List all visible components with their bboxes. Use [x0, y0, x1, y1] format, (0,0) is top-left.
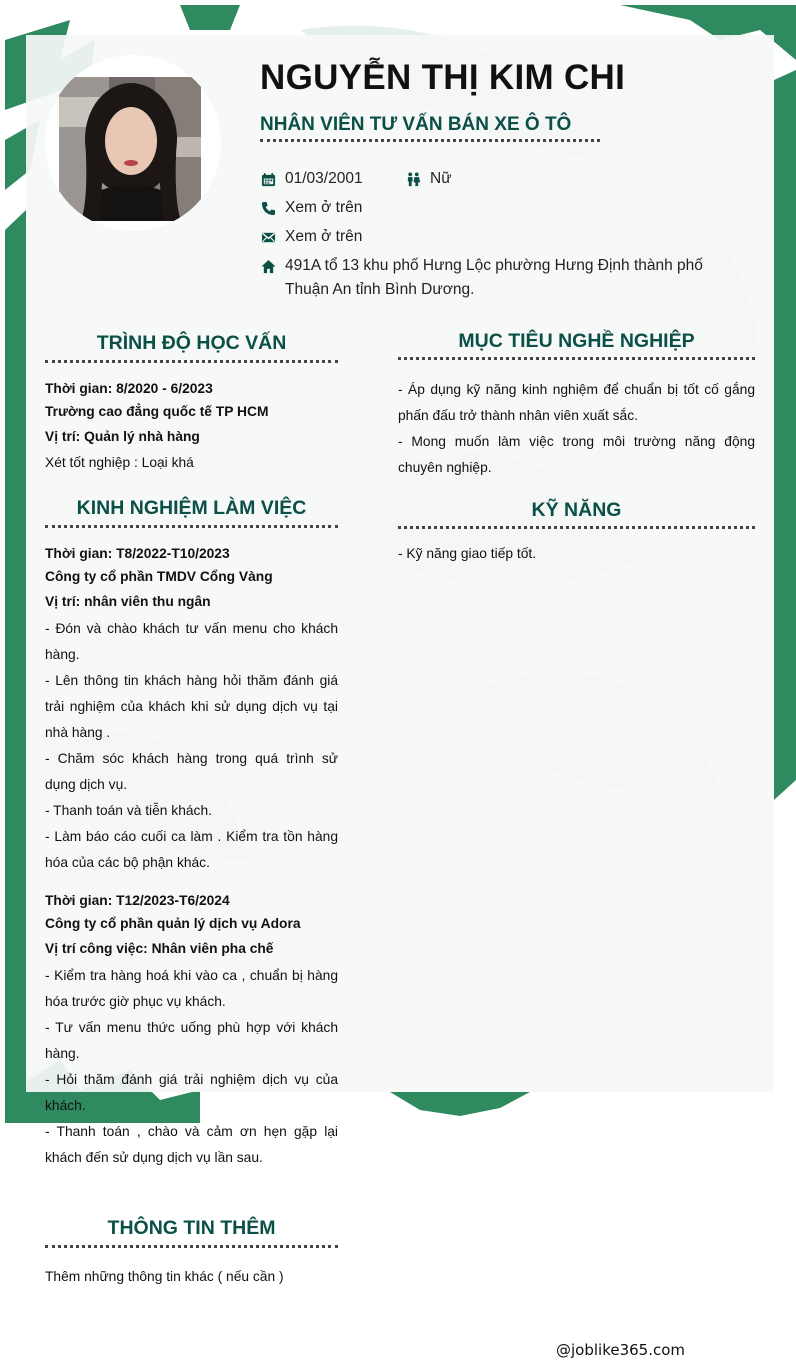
duty-item: - Thanh toán , chào và cảm ơn hẹn gặp lại khách đến sử dụng dịch vụ lần sau.	[45, 1124, 338, 1165]
title-divider	[260, 139, 600, 142]
education-divider	[45, 360, 338, 363]
gender-row	[405, 167, 452, 191]
experience-divider	[45, 525, 338, 528]
phone-row	[260, 196, 362, 220]
education-heading: TRÌNH ĐỘ HỌC VẤN	[96, 332, 287, 354]
duty-item: - Đón và chào khách tư vấn menu cho khách hàng.	[45, 621, 338, 662]
skill-item: - Kỹ năng giao tiếp tốt.	[398, 546, 537, 561]
education-position: Vị trí: Quản lý nhà hàng	[45, 429, 200, 444]
job-title: NHÂN VIÊN TƯ VẤN BÁN XE Ô TÔ	[260, 114, 572, 135]
candidate-name: NGUYỄN THỊ KIM CHI	[260, 58, 626, 97]
duty-item: - Tư vấn menu thức uống phù hợp với khách hàng.	[45, 1020, 338, 1061]
skills-divider	[398, 526, 755, 529]
footer-watermark: @joblike365.com	[556, 1341, 686, 1359]
objective-heading: MỤC TIÊU NGHỀ NGHIỆP	[458, 330, 695, 352]
job-2-duties	[45, 963, 338, 1171]
duty-item: - Hỏi thăm đánh giá trải nghiệm dịch vụ của khách.	[45, 1072, 338, 1113]
job-2-time: Thời gian: T12/2023-T6/2024	[45, 893, 230, 908]
profile-photo	[59, 77, 201, 221]
avatar	[59, 77, 201, 221]
address-value: 491A tổ 13 khu phố Hưng Lộc phường Hưng Định thành phố Thuận An tỉnh Bình Dương.	[285, 257, 703, 298]
job-2-position: Vị trí công việc: Nhân viên pha chế	[45, 941, 274, 956]
birthday-row	[260, 167, 363, 191]
objective-list	[398, 377, 755, 481]
gender-value: Nữ	[430, 170, 452, 187]
duty-item: - Chăm sóc khách hàng trong quá trình sử dụng dịch vụ.	[45, 751, 338, 792]
skills-heading: KỸ NĂNG	[531, 499, 622, 521]
additional-text: Thêm những thông tin khác ( nếu cần )	[45, 1269, 284, 1284]
avatar-frame	[45, 55, 221, 231]
birthday-value: 01/03/2001	[285, 170, 363, 187]
experience-heading: KINH NGHIỆM LÀM VIỆC	[76, 497, 307, 519]
email-row	[260, 225, 362, 249]
duty-item: - Thanh toán và tiễn khách.	[45, 803, 212, 818]
objective-item: - Áp dụng kỹ năng kinh nghiệm để chuẩn bị tốt cố gắng phấn đấu trở thành nhân viên xuất sắc.	[398, 382, 755, 423]
job-2-company: Công ty cổ phần quản lý dịch vụ Adora	[45, 916, 301, 931]
phone-icon	[260, 196, 276, 220]
email-value: Xem ở trên	[285, 228, 363, 245]
objective-divider	[398, 357, 755, 360]
education-result: Xét tốt nghiệp : Loại khá	[45, 455, 194, 470]
job-1-company: Công ty cổ phần TMDV Cổng Vàng	[45, 569, 273, 584]
address-row	[260, 254, 730, 302]
calendar-icon	[260, 167, 276, 191]
phone-value: Xem ở trên	[285, 199, 363, 216]
home-icon	[260, 254, 276, 278]
job-1-duties	[45, 616, 338, 876]
objective-item: - Mong muốn làm việc trong môi trường năng động chuyên nghiệp.	[398, 434, 755, 475]
additional-divider	[45, 1245, 338, 1248]
job-1-time: Thời gian: T8/2022-T10/2023	[45, 546, 230, 561]
duty-item: - Làm báo cáo cuối ca làm . Kiểm tra tồn hàng hóa của các bộ phận khác.	[45, 829, 338, 870]
education-school: Trường cao đẳng quốc tế TP HCM	[45, 404, 269, 419]
duty-item: - Lên thông tin khách hàng hỏi thăm đánh giá trải nghiệm của khách khi sử dụng dịch vụ tại nhà hàng .	[45, 673, 338, 740]
additional-heading: THÔNG TIN THÊM	[107, 1217, 276, 1239]
duty-item: - Kiểm tra hàng hoá khi vào ca , chuẩn bị hàng hóa trước giờ phục vụ khách.	[45, 968, 338, 1009]
envelope-icon	[260, 225, 276, 249]
education-time: Thời gian: 8/2020 - 6/2023	[45, 381, 213, 396]
job-1-position: Vị trí: nhân viên thu ngân	[45, 594, 211, 609]
gender-icon	[405, 167, 421, 191]
